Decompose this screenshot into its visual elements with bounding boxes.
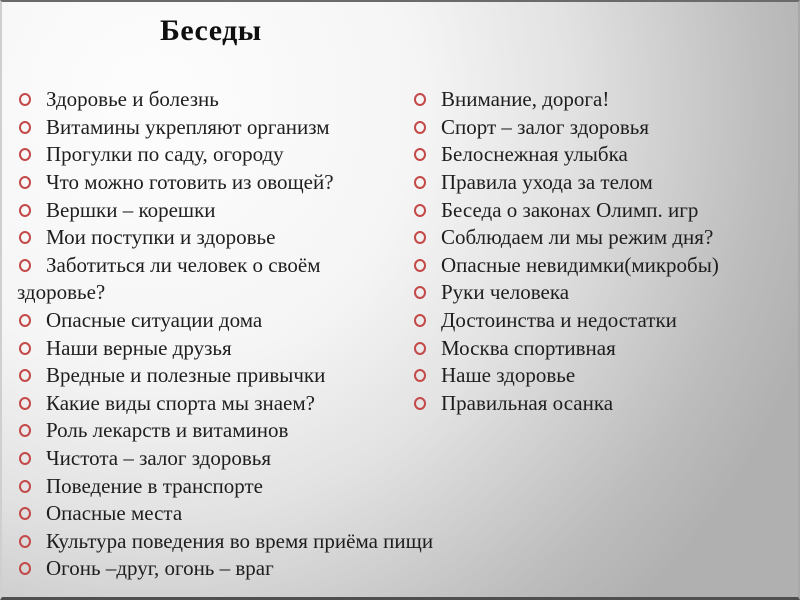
list-item	[18, 169, 458, 197]
bullet-icon	[414, 176, 426, 189]
list-item-label: Какие виды спорта мы знаем?	[46, 390, 315, 415]
list-item	[413, 141, 793, 169]
list-item	[413, 114, 793, 142]
list-item-label: Витамины укрепляют организм	[46, 114, 330, 139]
bullet-icon	[19, 424, 31, 437]
list-item	[18, 528, 458, 556]
list-item	[413, 196, 793, 224]
bullet-icon	[19, 397, 31, 410]
bullet-icon	[414, 286, 426, 299]
list-item	[413, 252, 793, 280]
list-item	[18, 472, 458, 500]
bullet-icon	[19, 369, 31, 382]
bullet-icon	[414, 121, 426, 134]
list-item	[413, 307, 793, 335]
list-item-label: Заботиться ли человек о своём	[46, 252, 321, 277]
list-item	[18, 114, 458, 142]
bullet-icon	[414, 342, 426, 355]
list-item-label: Здоровье и болезнь	[46, 87, 219, 112]
bullet-icon	[414, 231, 426, 244]
list-item	[413, 169, 793, 197]
list-item-label: Внимание, дорога!	[441, 87, 610, 112]
bullet-icon	[19, 535, 31, 548]
list-item	[413, 224, 793, 252]
bullet-icon	[19, 259, 31, 272]
list-item-label: Огонь –друг, огонь – враг	[46, 556, 274, 581]
list-item-label: Что можно готовить из овощей?	[46, 170, 334, 195]
list-item-label: Вершки – корешки	[46, 197, 216, 222]
list-item-label: Соблюдаем ли мы режим дня?	[441, 225, 714, 250]
list-item-label: Наши верные друзья	[46, 335, 232, 360]
list-item	[18, 307, 458, 335]
list-item	[18, 86, 458, 114]
list-item	[18, 196, 458, 224]
list-item	[18, 252, 458, 280]
list-item	[18, 445, 458, 473]
topics-list-left	[18, 86, 458, 583]
list-item-label: Поведение в транспорте	[46, 473, 263, 498]
list-item-label: Чистота – залог здоровья	[46, 446, 271, 471]
list-item	[413, 279, 793, 307]
list-item	[413, 390, 793, 418]
list-item-label: Спорт – залог здоровья	[441, 114, 650, 139]
list-item	[18, 555, 458, 583]
list-item	[18, 362, 458, 390]
list-item	[413, 362, 793, 390]
list-item	[413, 86, 793, 114]
list-item-label: Прогулки по саду, огороду	[46, 142, 284, 167]
list-item-label: Москва спортивная	[441, 335, 616, 360]
list-item-label: Беседа о законах Олимп. игр	[441, 197, 699, 222]
list-item-label: здоровье?	[17, 280, 106, 305]
list-item	[18, 334, 458, 362]
bullet-icon	[414, 259, 426, 272]
bullet-icon	[414, 93, 426, 106]
list-item	[18, 500, 458, 528]
slide-title: Беседы	[160, 14, 262, 47]
bullet-icon	[19, 93, 31, 106]
bullet-icon	[414, 148, 426, 161]
list-item	[18, 224, 458, 252]
list-item-label: Белоснежная улыбка	[441, 142, 628, 167]
list-item-label: Роль лекарств и витаминов	[46, 418, 289, 443]
list-item	[413, 334, 793, 362]
list-item-label: Правильная осанка	[441, 390, 614, 415]
bullet-icon	[414, 314, 426, 327]
bullet-icon	[19, 342, 31, 355]
topics-list-right	[413, 86, 793, 417]
list-item-label: Достоинства и недостатки	[441, 308, 677, 333]
bullet-icon	[19, 480, 31, 493]
list-item-label: Наше здоровье	[441, 363, 576, 388]
list-item	[17, 279, 458, 307]
bullet-icon	[19, 121, 31, 134]
list-item-label: Вредные и полезные привычки	[46, 363, 326, 388]
bullet-icon	[19, 176, 31, 189]
bullet-icon	[19, 507, 31, 520]
list-item	[18, 417, 458, 445]
list-item-label: Руки человека	[441, 280, 570, 305]
list-item	[18, 390, 458, 418]
bullet-icon	[19, 452, 31, 465]
list-item-label: Культура поведения во время приёма пищи	[46, 528, 434, 553]
bullet-icon	[19, 562, 31, 575]
bullet-icon	[414, 369, 426, 382]
bullet-icon	[414, 204, 426, 217]
bullet-icon	[19, 314, 31, 327]
bullet-icon	[19, 231, 31, 244]
list-item	[18, 141, 458, 169]
list-item-label: Опасные места	[46, 501, 183, 526]
bullet-icon	[19, 204, 31, 217]
bullet-icon	[414, 397, 426, 410]
list-item-label: Опасные невидимки(микробы)	[441, 252, 719, 277]
list-item-label: Мои поступки и здоровье	[46, 225, 276, 250]
list-item-label: Опасные ситуации дома	[46, 308, 263, 333]
bullet-icon	[19, 148, 31, 161]
list-item-label: Правила ухода за телом	[441, 170, 653, 195]
